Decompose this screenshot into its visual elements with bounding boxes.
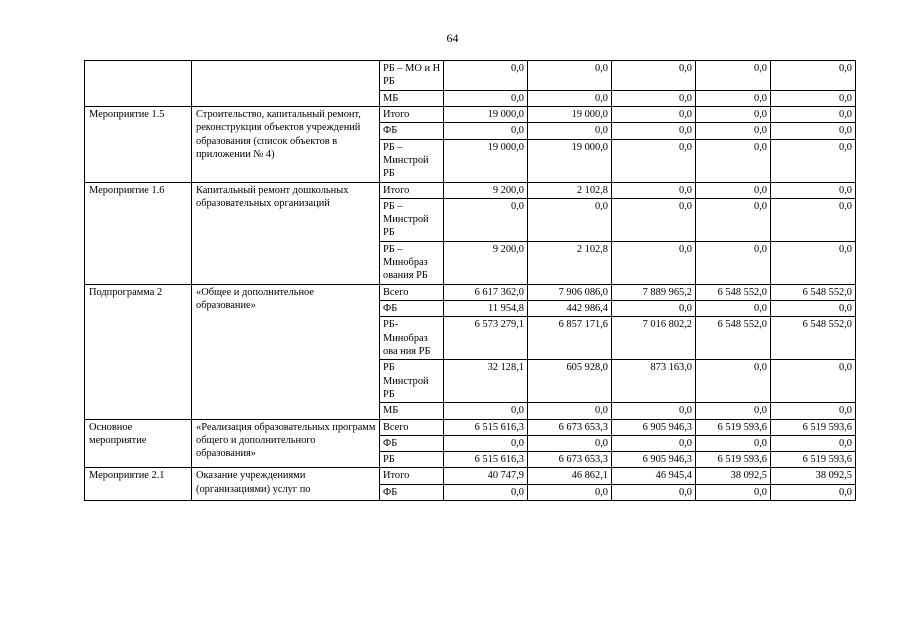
amount-cell: 0,0 [696,484,771,500]
amount-cell: 0,0 [771,182,856,198]
amount-cell: 6 673 653,3 [528,452,612,468]
amount-cell: 0,0 [696,182,771,198]
funding-source-cell: РБ – Минстрой РБ [380,139,444,182]
amount-cell: 0,0 [696,90,771,106]
funding-source-cell: ФБ [380,435,444,451]
amount-cell: 9 200,0 [444,241,528,284]
amount-cell: 0,0 [771,123,856,139]
amount-cell: 19 000,0 [444,139,528,182]
activity-description-cell: Капитальный ремонт дошкольных образовательных организаций [192,182,380,284]
table-row [85,468,856,484]
amount-cell: 6 548 552,0 [696,317,771,360]
amount-cell: 0,0 [444,123,528,139]
amount-cell: 19 000,0 [528,139,612,182]
amount-cell: 0,0 [696,198,771,241]
amount-cell: 0,0 [444,198,528,241]
table-row [85,419,856,435]
amount-cell: 0,0 [612,403,696,419]
amount-cell: 0,0 [696,301,771,317]
funding-source-cell: МБ [380,403,444,419]
activity-name-cell: Мероприятие 1.5 [85,106,192,182]
amount-cell: 0,0 [696,61,771,91]
amount-cell: 0,0 [612,61,696,91]
funding-source-cell: РБ – Минстрой РБ [380,198,444,241]
amount-cell: 0,0 [771,139,856,182]
amount-cell: 0,0 [771,403,856,419]
table-row [85,182,856,198]
amount-cell: 6 519 593,6 [771,452,856,468]
amount-cell: 2 102,8 [528,182,612,198]
amount-cell: 6 519 593,6 [696,452,771,468]
amount-cell: 0,0 [528,61,612,91]
budget-table-body [85,61,856,501]
amount-cell: 0,0 [771,484,856,500]
amount-cell: 0,0 [528,198,612,241]
activity-description-cell: Строительство, капитальный ремонт, реконструкция объектов учреждений образования (список объектов в приложении № 4) [192,106,380,182]
amount-cell: 6 857 171,6 [528,317,612,360]
amount-cell: 7 016 802,2 [612,317,696,360]
funding-source-cell: Всего [380,284,444,300]
table-row [85,106,856,122]
amount-cell: 0,0 [771,106,856,122]
amount-cell: 0,0 [612,484,696,500]
amount-cell: 0,0 [444,435,528,451]
amount-cell: 0,0 [696,106,771,122]
amount-cell: 0,0 [612,182,696,198]
amount-cell: 442 986,4 [528,301,612,317]
funding-source-cell: ФБ [380,301,444,317]
funding-source-cell: Итого [380,182,444,198]
amount-cell: 0,0 [444,61,528,91]
amount-cell: 0,0 [696,435,771,451]
funding-source-cell: РБ Минстрой РБ [380,360,444,403]
funding-source-cell: Всего [380,419,444,435]
activity-name-cell: Основное мероприятие [85,419,192,468]
amount-cell: 38 092,5 [696,468,771,484]
amount-cell: 0,0 [696,360,771,403]
activity-description-cell: Оказание учреждениями (организациями) услуг по [192,468,380,501]
amount-cell: 46 945,4 [612,468,696,484]
amount-cell: 6 905 946,3 [612,419,696,435]
table-row [85,61,856,91]
amount-cell: 0,0 [696,241,771,284]
amount-cell: 6 519 593,6 [771,419,856,435]
activity-description-cell: «Реализация образовательных программ общего и дополнительного образования» [192,419,380,468]
amount-cell: 0,0 [771,90,856,106]
activity-name-cell: Мероприятие 2.1 [85,468,192,501]
amount-cell: 40 747,9 [444,468,528,484]
amount-cell: 0,0 [612,106,696,122]
amount-cell: 7 906 086,0 [528,284,612,300]
funding-source-cell: ФБ [380,484,444,500]
funding-source-cell: Итого [380,106,444,122]
amount-cell: 0,0 [528,123,612,139]
funding-source-cell: ФБ [380,123,444,139]
amount-cell: 7 889 965,2 [612,284,696,300]
amount-cell: 6 515 616,3 [444,419,528,435]
amount-cell: 0,0 [771,435,856,451]
amount-cell: 11 954,8 [444,301,528,317]
table-row [85,284,856,300]
amount-cell: 0,0 [528,484,612,500]
amount-cell: 0,0 [612,123,696,139]
amount-cell: 6 617 362,0 [444,284,528,300]
amount-cell: 0,0 [696,403,771,419]
amount-cell: 0,0 [771,360,856,403]
funding-source-cell: Итого [380,468,444,484]
activity-name-cell [85,61,192,107]
amount-cell: 6 673 653,3 [528,419,612,435]
amount-cell: 6 548 552,0 [771,317,856,360]
amount-cell: 0,0 [444,403,528,419]
amount-cell: 605 928,0 [528,360,612,403]
funding-source-cell: РБ- Минобраз ова ния РБ [380,317,444,360]
amount-cell: 0,0 [771,198,856,241]
amount-cell: 19 000,0 [528,106,612,122]
amount-cell: 0,0 [528,403,612,419]
budget-table [84,60,856,501]
amount-cell: 0,0 [696,123,771,139]
amount-cell: 6 515 616,3 [444,452,528,468]
funding-source-cell: МБ [380,90,444,106]
amount-cell: 6 905 946,3 [612,452,696,468]
amount-cell: 19 000,0 [444,106,528,122]
funding-source-cell: РБ – Минобраз ования РБ [380,241,444,284]
amount-cell: 46 862,1 [528,468,612,484]
funding-source-cell: РБ [380,452,444,468]
amount-cell: 0,0 [444,484,528,500]
amount-cell: 0,0 [612,139,696,182]
activity-description-cell: «Общее и дополнительное образование» [192,284,380,419]
funding-source-cell: РБ – МО и Н РБ [380,61,444,91]
amount-cell: 9 200,0 [444,182,528,198]
amount-cell: 6 548 552,0 [771,284,856,300]
amount-cell: 6 519 593,6 [696,419,771,435]
amount-cell: 0,0 [771,301,856,317]
amount-cell: 38 092,5 [771,468,856,484]
amount-cell: 0,0 [612,301,696,317]
amount-cell: 0,0 [696,139,771,182]
amount-cell: 873 163,0 [612,360,696,403]
page-number: 64 [446,31,459,45]
amount-cell: 0,0 [528,90,612,106]
amount-cell: 0,0 [612,198,696,241]
amount-cell: 6 548 552,0 [696,284,771,300]
amount-cell: 32 128,1 [444,360,528,403]
amount-cell: 0,0 [444,90,528,106]
amount-cell: 2 102,8 [528,241,612,284]
amount-cell: 0,0 [528,435,612,451]
activity-name-cell: Подпрограмма 2 [85,284,192,419]
amount-cell: 0,0 [771,61,856,91]
amount-cell: 0,0 [612,90,696,106]
amount-cell: 0,0 [612,435,696,451]
amount-cell: 0,0 [612,241,696,284]
activity-description-cell [192,61,380,107]
activity-name-cell: Мероприятие 1.6 [85,182,192,284]
amount-cell: 0,0 [771,241,856,284]
amount-cell: 6 573 279,1 [444,317,528,360]
